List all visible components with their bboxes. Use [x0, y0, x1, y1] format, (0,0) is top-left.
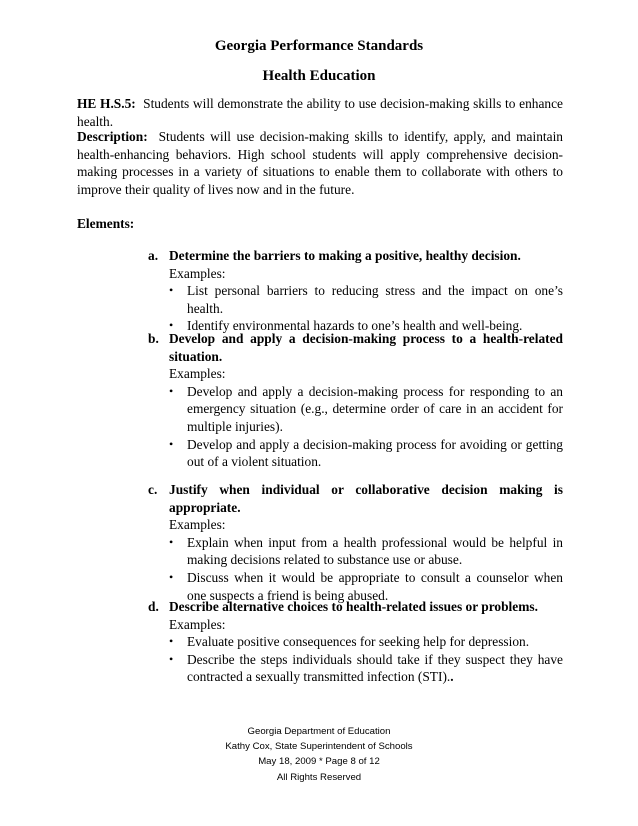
bullet-icon: • — [169, 634, 174, 649]
example-text: Discuss when it would be appropriate to consult a counselor when one suspects a friend is being abused. — [187, 569, 563, 603]
examples-label: Examples: — [169, 265, 226, 281]
standard-code: HE H.S.5: — [77, 96, 136, 111]
examples-label: Examples: — [169, 517, 226, 533]
example-text: Identify environmental hazards to one’s health and well-being. — [187, 318, 523, 334]
description-text: Students will use decision-making skills to identify, apply, and maintain health-enhancing behaviors. High school students will apply comprehensive decision-making processes in a variety of situations to enable them to collaborate with others to improve their quality of lives now and in the future. — [77, 129, 563, 197]
element-heading: Determine the barriers to making a positive, healthy decision. — [169, 248, 521, 263]
list-item — [169, 633, 563, 651]
element-d — [148, 598, 563, 686]
example-text-body: Describe the steps individuals should take if they suspect they have contracted a sexually transmitted infection (STI). — [187, 651, 563, 685]
example-text: List personal barriers to reducing stress and the impact on one’s health. — [187, 283, 563, 316]
example-list — [169, 534, 563, 604]
element-a — [148, 247, 563, 335]
bullet-icon: • — [169, 569, 174, 584]
example-text: Develop and apply a decision-making process for avoiding or getting out of a violent situation. — [187, 436, 563, 470]
elements-heading: Elements: — [77, 216, 135, 231]
footer-rights: All Rights Reserved — [276, 771, 362, 783]
list-item — [169, 651, 563, 686]
footer-superintendent: Kathy Cox, State Superintendent of Schools — [225, 741, 413, 753]
example-text — [187, 651, 563, 686]
element-heading: Describe alternative choices to health-related issues or problems. — [169, 599, 538, 614]
example-text: Develop and apply a decision-making process for responding to an emergency situation (e.g., determine order of care in an accident for multiple injuries). — [187, 383, 563, 434]
examples-label: Examples: — [169, 366, 226, 382]
list-item — [169, 383, 563, 436]
example-list — [169, 383, 563, 471]
bullet-icon: • — [169, 383, 174, 398]
page-footer — [0, 724, 638, 785]
bullet-icon: • — [169, 651, 174, 666]
element-letter: d. — [148, 599, 159, 614]
examples-label: Examples: — [169, 616, 226, 632]
description-paragraph — [77, 128, 563, 198]
element-c — [148, 481, 563, 604]
example-list — [169, 633, 563, 686]
footer-department: Georgia Department of Education — [247, 726, 391, 737]
footer-date-page: May 18, 2009 * Page 8 of 12 — [258, 756, 380, 768]
list-item — [169, 282, 563, 317]
example-list — [169, 282, 563, 335]
element-letter: a. — [148, 248, 159, 263]
element-letter: c. — [148, 482, 158, 497]
element-letter: b. — [148, 331, 159, 346]
trailing-period: . — [450, 669, 454, 685]
element-b — [148, 330, 563, 471]
bullet-icon: • — [169, 534, 174, 549]
example-text: Explain when input from a health professional would be helpful in making decisions related to substance use or abuse. — [187, 534, 563, 568]
bullet-icon: • — [169, 318, 174, 333]
list-item — [169, 436, 563, 471]
description-label: Description: — [77, 129, 148, 144]
standard-text: Students will demonstrate the ability to use decision-making skills to enhance health. — [77, 96, 563, 129]
list-item — [169, 534, 563, 569]
document-subtitle: Health Education — [262, 68, 376, 84]
standard-statement — [77, 95, 563, 130]
example-text: Evaluate positive consequences for seeking help for depression. — [187, 634, 530, 650]
element-heading: Justify when individual or collaborative decision making is appropriate. — [169, 482, 563, 515]
element-heading: Develop and apply a decision-making process to a health-related situation. — [169, 331, 563, 364]
bullet-icon: • — [169, 436, 174, 451]
document-title: Georgia Performance Standards — [214, 38, 424, 54]
bullet-icon: • — [169, 283, 174, 298]
